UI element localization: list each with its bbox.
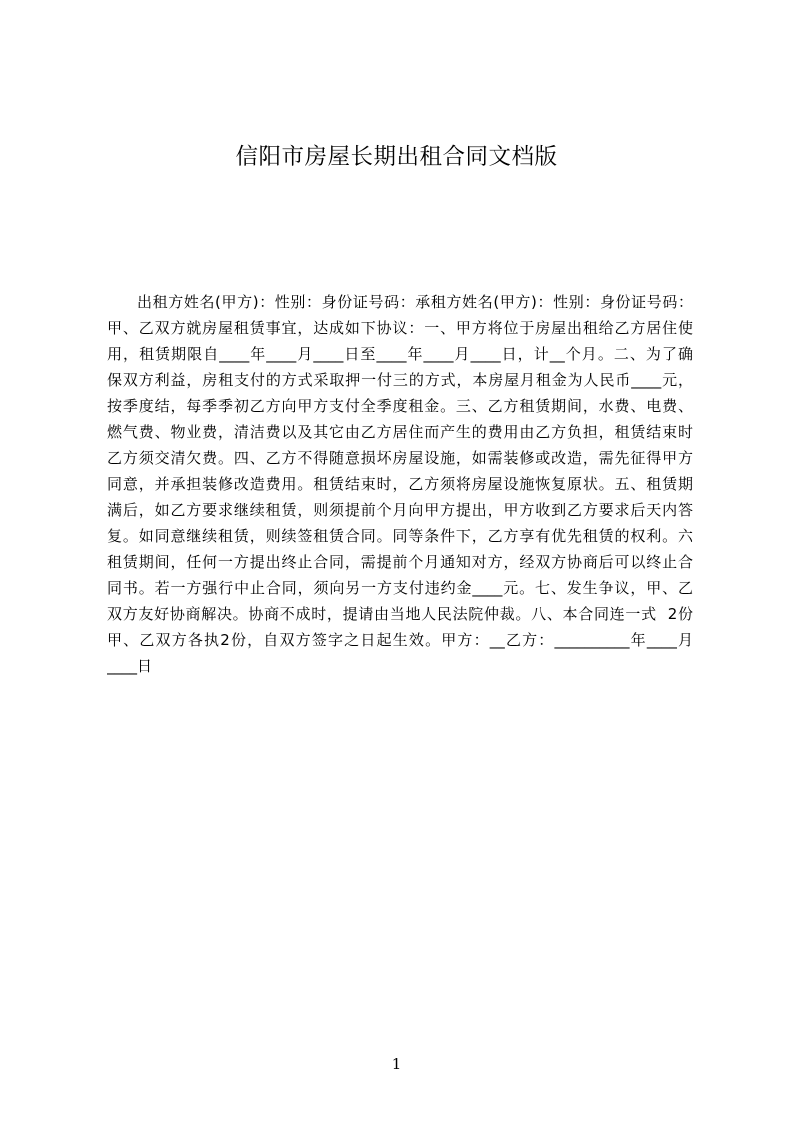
text-line: 复。如同意继续租赁，则续签租赁合同。同等条件下，乙方享有优先租赁的权利。六: [107, 527, 693, 545]
text-line: 双方友好协商解决。协商不成时，提请由当地人民法院仲裁。八、本合同连一式 2份: [107, 605, 693, 623]
text-line: 甲、乙双方就房屋租赁事宜，达成如下协议：一、甲方将位于房屋出租给乙方居住使: [107, 319, 693, 337]
text-line: ____日: [107, 657, 153, 675]
text-line: 租赁期间，任何一方提出终止合同，需提前个月通知对方，经双方协商后可以终止合: [107, 553, 693, 571]
text-line: 保双方利益，房租支付的方式采取押一付三的方式，本房屋月租金为人民币____元，: [107, 371, 693, 389]
page-number: 1: [391, 1055, 402, 1073]
text-line: 乙方须交清欠费。四、乙方不得随意损坏房屋设施，如需装修或改造，需先征得甲方: [107, 449, 693, 467]
text-line: 满后，如乙方要求继续租赁，则须提前个月向甲方提出，甲方收到乙方要求后天内答: [107, 501, 693, 519]
text-line: 同意，并承担装修改造费用。租赁结束时，乙方须将房屋设施恢复原状。五、租赁期: [107, 475, 693, 493]
document-title: 信阳市房屋长期出租合同文档版: [235, 144, 558, 170]
text-line: 出租方姓名(甲方)：性别：身份证号码：承租方姓名(甲方)：性别：身份证号码：: [137, 293, 693, 311]
text-line: 按季度结，每季季初乙方向甲方支付全季度租金。三、乙方租赁期间，水费、电费、: [107, 397, 693, 415]
text-line: 同书。若一方强行中止合同，须向另一方支付违约金____元。七、发生争议，甲、乙: [107, 579, 693, 597]
text-line: 用，租赁期限自____年____月____日至____年____月____日，计__个月。二、为了确: [107, 345, 693, 363]
contract-body: [107, 289, 693, 679]
text-line: 甲、乙双方各执2份，自双方签字之日起生效。甲方：__乙方：__________年____月: [107, 631, 693, 649]
text-line: 燃气费、物业费，清洁费以及其它由乙方居住而产生的费用由乙方负担，租赁结束时: [107, 423, 693, 441]
